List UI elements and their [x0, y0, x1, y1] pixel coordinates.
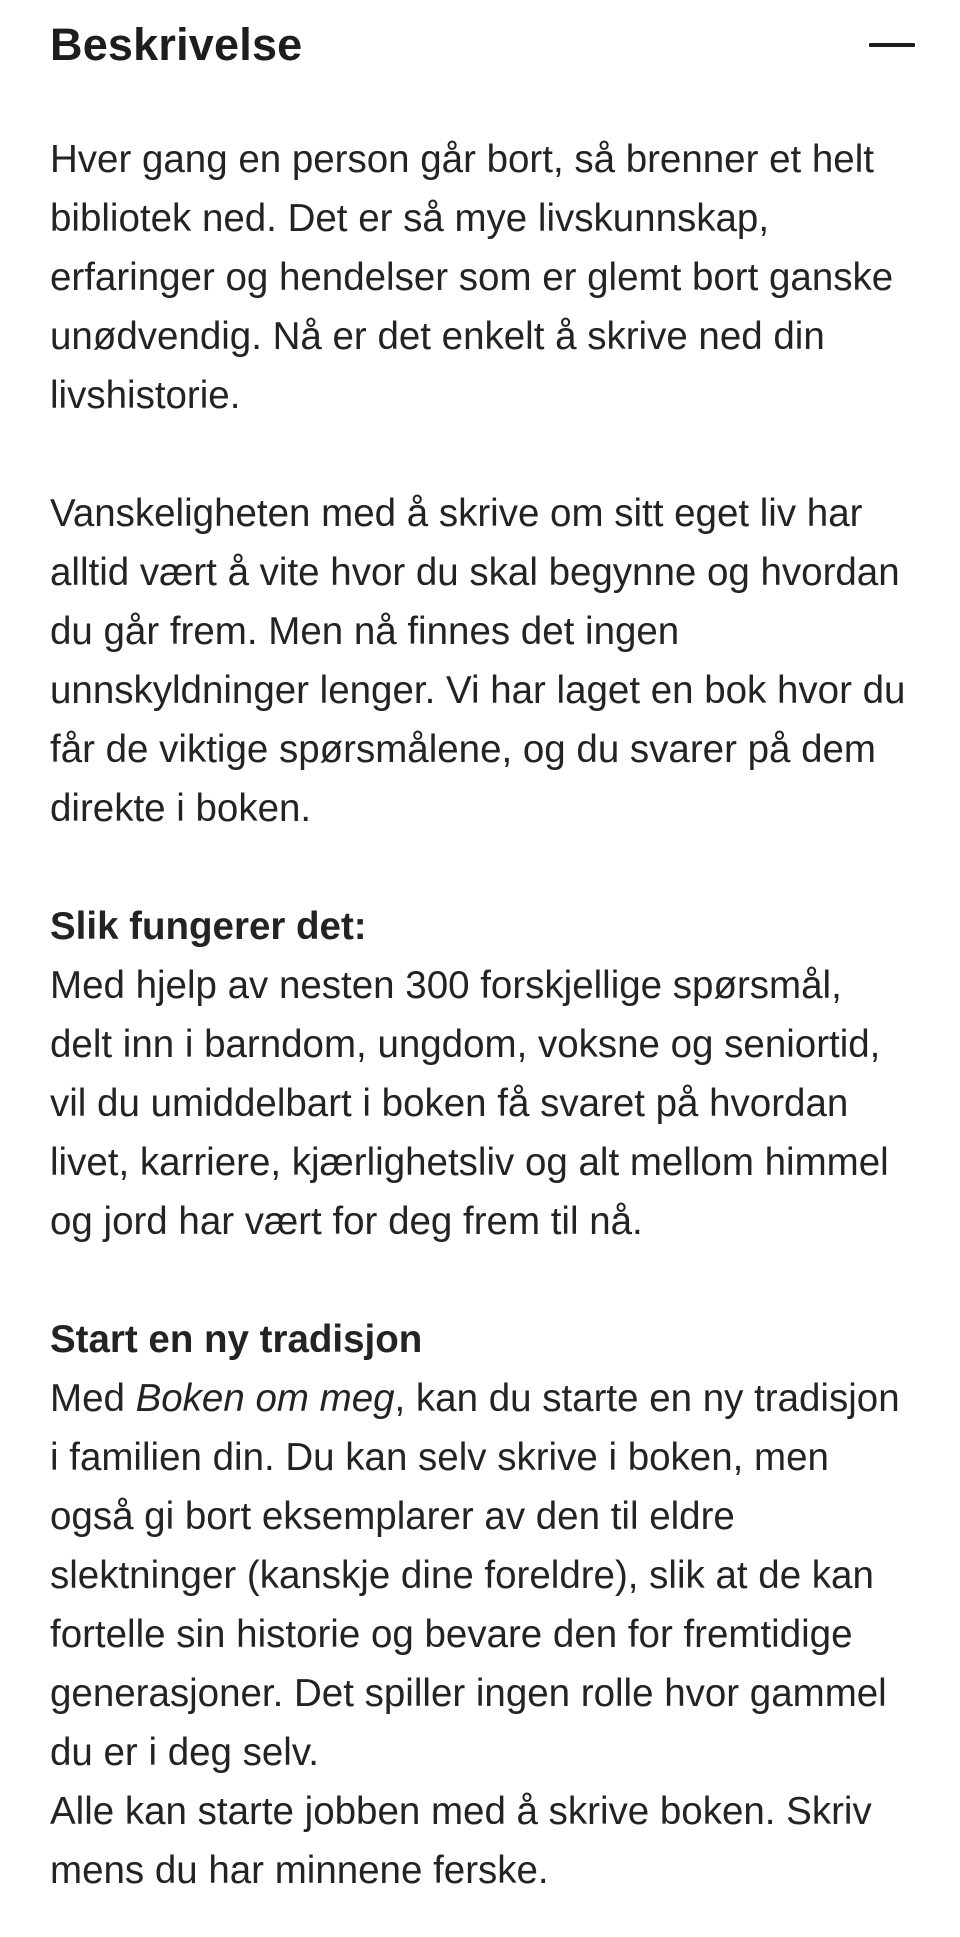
intro-paragraph: Hver gang en person går bort, så brenner et helt bibliotek ned. Det er så mye livskunnskap, erfaringer og hendelser som er glemt bort ganske unødvendig. Nå er det enkelt å skrive ned din livshistorie. [50, 138, 894, 417]
closing-paragraph: Alle kan starte jobben med å skrive boken. Skriv mens du har minnene ferske. [50, 1790, 872, 1892]
difficulty-paragraph: Vanskeligheten med å skrive om sitt eget liv har alltid vært å vite hvor du skal begynne og hvordan du går frem. Men nå finnes det ingen unnskyldninger lenger. Vi har laget en bok hvor du får de viktige spørsmålene, og du svarer på dem direkte i boken. [50, 492, 906, 830]
how-it-works-heading: Slik fungerer det: [50, 905, 367, 948]
how-it-works-paragraph [50, 897, 910, 1251]
description-body [50, 130, 910, 1900]
book-title: Boken om meg [135, 1377, 395, 1420]
section-header[interactable] [50, 0, 910, 90]
section-title: Beskrivelse [50, 19, 303, 70]
collapse-button[interactable] [868, 21, 916, 69]
tradition-text: , kan du starte en ny tradisjon i familien din. Du kan selv skrive i boken, men også gi bort eksemplarer av den til eldre slektninger (kanskje dine foreldre), slik at de kan fortelle sin historie og bevare den for fremtidige generasjoner. Det spiller ingen rolle hvor gammel du er i deg selv. [50, 1377, 900, 1774]
minus-icon [869, 43, 915, 47]
tradition-prefix: Med [50, 1377, 136, 1420]
tradition-heading: Start en ny tradisjon [50, 1318, 423, 1361]
how-it-works-text: Med hjelp av nesten 300 forskjellige spørsmål, delt inn i barndom, ungdom, voksne og seniortid, vil du umiddelbart i boken få svaret på hvordan livet, karriere, kjærlighetsliv og alt mellom himmel og jord har vært for deg frem til nå. [50, 964, 889, 1243]
tradition-paragraph [50, 1310, 910, 1782]
